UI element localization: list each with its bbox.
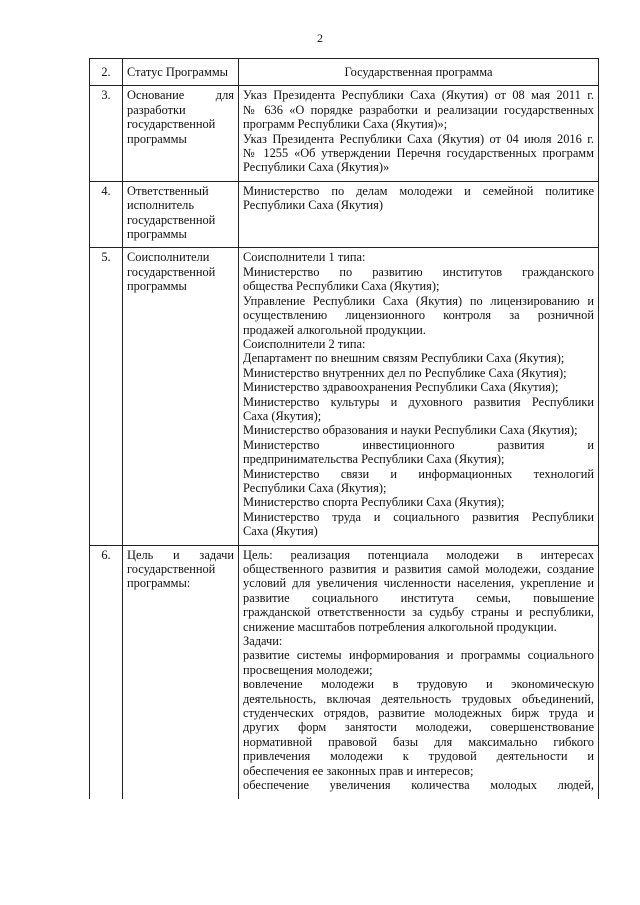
label-line: Ответственный bbox=[127, 183, 209, 198]
label-line: Соисполнители bbox=[127, 250, 210, 265]
content-line: общества Республики Саха (Якутия); bbox=[243, 279, 440, 294]
content-line: Управление Республики Саха (Якутия) по лицензированию и bbox=[243, 293, 594, 308]
content-line: Министерство по делам молодежи и семейной политике bbox=[243, 183, 594, 198]
content-line: вовлечение молодежи в трудовую и экономическую bbox=[243, 677, 594, 692]
label-line: Цель и задачи bbox=[127, 547, 234, 562]
content-line: просвещения молодежи; bbox=[243, 662, 373, 677]
content-line: Саха (Якутия) bbox=[243, 524, 318, 539]
label-line: программы bbox=[127, 131, 187, 146]
content-line: Министерство по развитию институтов гражданского bbox=[243, 264, 594, 279]
content-line: Задачи: bbox=[243, 634, 283, 649]
row-number: 4. bbox=[90, 181, 123, 248]
content-line: осуществлению лицензионного контроля за розничной bbox=[243, 308, 594, 323]
content-line: Министерство образования и науки Республики Саха (Якутия); bbox=[243, 423, 578, 438]
content-line: № 636 «О порядке разработки и реализации государственных bbox=[243, 102, 594, 117]
content-line: Министерство связи и информационных технологий bbox=[243, 466, 594, 481]
content-line: гражданской ответственности за судьбу страны и республики, bbox=[243, 605, 594, 620]
row-content bbox=[239, 181, 599, 248]
table-row-responsible bbox=[90, 181, 599, 248]
row-label bbox=[123, 86, 239, 181]
row-label bbox=[123, 181, 239, 248]
content-line: № 1255 «Об утверждении Перечня государственных программ bbox=[243, 146, 594, 161]
content-line: Цель: реализация потенциала молодежи в интересах bbox=[243, 547, 594, 562]
content-line: Республики Саха (Якутия)» bbox=[243, 160, 390, 175]
row-label bbox=[123, 248, 239, 545]
content-line: снижение масштабов потребления алкогольной продукции. bbox=[243, 619, 557, 634]
content-line: других форм занятости молодежи, совершенствование bbox=[243, 720, 594, 735]
content-line: Министерство труда и социального развития Республики bbox=[243, 509, 594, 524]
label-line: разработки bbox=[127, 102, 186, 117]
content-line: Министерство здравоохранения Республики Саха (Якутия); bbox=[243, 380, 559, 395]
content-line: развитие социального института семьи, повышение bbox=[243, 590, 594, 605]
content-line: программ Республики Саха (Якутия)»; bbox=[243, 117, 448, 132]
content-line: Министерство культуры и духовного развития Республики bbox=[243, 394, 594, 409]
content-line: развитие системы информирования и программы социального bbox=[243, 648, 594, 663]
content-line: Министерство спорта Республики Саха (Якутия); bbox=[243, 495, 505, 510]
content-line: Указ Президента Республики Саха (Якутия) от 08 мая 2011 г. bbox=[243, 88, 594, 103]
content-line: Саха (Якутия); bbox=[243, 408, 322, 423]
row-content bbox=[239, 545, 599, 798]
label-line: программы: bbox=[127, 576, 191, 591]
content-line: Соисполнители 1 типа: bbox=[243, 250, 366, 265]
content-line: студенческих отрядов, развитие молодежных бирж труда и bbox=[243, 706, 594, 721]
content-line: общественного развития и развития самой молодежи, создание bbox=[243, 562, 594, 576]
label-line: программы bbox=[127, 279, 187, 294]
row-label bbox=[123, 545, 239, 798]
row-number: 3. bbox=[90, 86, 123, 181]
content-line: обеспечение увеличения количества молодых людей, bbox=[243, 778, 594, 793]
row-content bbox=[239, 86, 599, 181]
content-line: Министерство инвестиционного развития и bbox=[243, 437, 594, 452]
content-line: Соисполнители 2 типа: bbox=[243, 336, 366, 351]
label-line: государственной bbox=[127, 562, 216, 576]
content-line: Указ Президента Республики Саха (Якутия) от 04 июля 2016 г. bbox=[243, 131, 594, 146]
content-line: Республики Саха (Якутия) bbox=[243, 198, 383, 213]
label-line: государственной bbox=[127, 117, 216, 132]
label-line: исполнитель bbox=[127, 198, 194, 213]
row-content bbox=[239, 248, 599, 545]
row-number: 2. bbox=[90, 59, 123, 86]
content-line: продажей алкогольной продукции. bbox=[243, 322, 426, 337]
content-line: деятельность, включая деятельность трудовых объединений, bbox=[243, 691, 594, 706]
content-line: обеспечения ее законных прав и интересов; bbox=[243, 763, 474, 778]
table-row-status bbox=[90, 59, 599, 86]
table-row-coexecutors bbox=[90, 248, 599, 545]
label-line: Основание для bbox=[127, 88, 234, 103]
content-line: Министерство внутренних дел по Республике Саха (Якутия); bbox=[243, 365, 567, 380]
content-line: Департамент по внешним связям Республики Саха (Якутия); bbox=[243, 351, 565, 366]
label-line: государственной bbox=[127, 264, 216, 279]
program-passport-table bbox=[89, 58, 599, 799]
row-content: Государственная программа bbox=[239, 59, 599, 86]
content-line: предпринимательства Республики Саха (Якутия); bbox=[243, 452, 505, 467]
row-number: 6. bbox=[90, 545, 123, 798]
table-row-basis bbox=[90, 86, 599, 181]
content-line: привлечения молодежи к трудовой деятельности и bbox=[243, 749, 594, 764]
content-line: Республики Саха (Якутия); bbox=[243, 480, 387, 495]
row-number: 5. bbox=[90, 248, 123, 545]
content-line: условий для увеличения численности населения, укрепление и bbox=[243, 576, 594, 591]
label-line: государственной bbox=[127, 212, 216, 227]
content-line: нормативной правовой базы для максимально гибкого bbox=[243, 734, 594, 749]
table-row-goals bbox=[90, 545, 599, 798]
row-label: Статус Программы bbox=[123, 59, 239, 86]
label-line: программы bbox=[127, 227, 187, 242]
page-number: 2 bbox=[317, 31, 323, 45]
